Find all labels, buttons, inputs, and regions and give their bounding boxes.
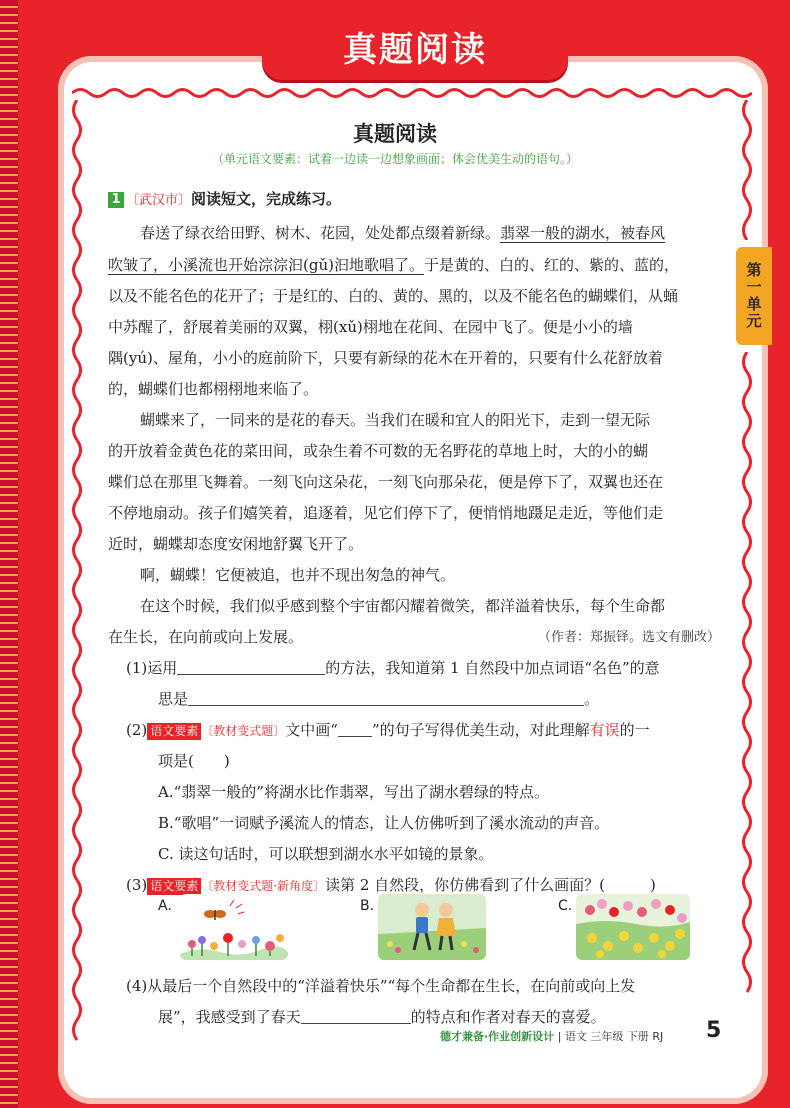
passage-text: 春送了绿衣给田野、树木、花园，处处都点缀着新绿。: [140, 224, 501, 242]
question-text: 读第 2 自然段，你仿佛看到了什么画面？( ): [325, 876, 656, 894]
passage-line: 以及不能名色的花开了；于是红的、白的、黄的、黑的，以及不能名色的蝴蝶们，从蛹: [108, 287, 679, 305]
question-type-tag: 〔教材变式题·新角度〕: [201, 879, 326, 893]
unit-side-tab-label: 第一单元: [744, 262, 763, 330]
picture-option-c-label: C.: [558, 898, 573, 914]
passage-line: 近时，蝴蝶却态度安闲地舒翼飞开了。: [108, 535, 364, 553]
top-wavy-border: [72, 86, 752, 100]
passage-line: 不停地扇动。孩子们嬉笑着，追逐着，见它们停下了，便悄悄地蹑足走近，等他们走: [108, 504, 664, 522]
passage-line: [108, 254, 679, 275]
subquestion-1-line-2: [158, 688, 599, 709]
question-text: 的方法，我知道第 1 自然段中加点词语“名色”的意: [325, 659, 660, 677]
language-element-tag: 语文要素: [147, 723, 201, 740]
question-instruction: 阅读短文，完成练习。: [191, 190, 342, 208]
subquestion-1: [126, 657, 660, 678]
question-type-tag: 〔教材变式题〕: [201, 724, 286, 738]
question-text: 的一: [619, 721, 650, 739]
passage-line: 中苏醒了，舒展着美丽的双翼，栩(xǔ)栩地在花间、在园中飞了。便是小小的墙: [108, 318, 633, 336]
passage-line: 蝴蝶来了，一同来的是花的春天。当我们在暖和宜人的阳光下，走到一望无际: [140, 411, 651, 429]
option-b[interactable]: B.“歌唱”一词赋予溪流人的情态，让人仿佛听到了溪水流动的声音。: [158, 814, 610, 832]
question-number-badge: 1: [108, 192, 124, 208]
passage-line: 隅(yú)、屋角，小小的庭前阶下，只要有新绿的花木在开着的，只要有什么花舒放着: [108, 349, 663, 367]
question-text: 的特点和作者对春天的喜爱。: [410, 1008, 606, 1026]
underlined-sentence: 吹皱了，小溪流也开始淙淙汩(gǔ)汩地歌唱了。: [108, 256, 424, 274]
option-a[interactable]: A.“翡翠一般的”将湖水比作翡翠，写出了湖水碧绿的特点。: [158, 783, 549, 801]
footer-brand: 德才兼备·作业创新设计: [440, 1030, 555, 1043]
question-1-header: [108, 188, 341, 209]
left-wavy-border: [70, 100, 84, 1050]
underline-sample: [338, 722, 372, 737]
subquestion-2-line-2: 项是( ): [158, 752, 230, 770]
subquestion-2: [126, 719, 650, 740]
question-number: (3): [126, 876, 148, 894]
passage-line: [108, 626, 720, 647]
author-credit: （作者：郑振铎。选文有删改）: [537, 630, 720, 645]
question-text: 思是: [158, 690, 189, 708]
underlined-sentence: 翡翠一般的湖水，被春风: [500, 224, 666, 242]
footer-book-info: | 语文 三年级 下册 RJ: [557, 1030, 664, 1043]
question-text: 文中画“: [285, 721, 338, 739]
passage-line: 在这个时候，我们似乎感到整个宇宙都闪耀着微笑，都洋溢着快乐，每个生命都: [140, 597, 666, 615]
subquestion-4-line-2: [158, 1006, 606, 1027]
language-element-tag: 语文要素: [147, 878, 201, 895]
page-number: 5: [706, 1018, 722, 1043]
passage-text: 于是黄的、白的、红的、紫的、蓝的，: [423, 256, 679, 274]
option-c[interactable]: C. 读这句话时，可以联想到湖水水平如镜的景象。: [158, 845, 494, 863]
picture-option-b-label: B.: [360, 898, 375, 914]
unit-side-tab: [736, 247, 772, 345]
subquestion-4: (4)从最后一个自然段中的“洋溢着快乐”“每个生命都在生长，在向前或向上发: [126, 977, 636, 995]
passage-line: 蝶们总在那里飞舞着。一刻飞向这朵花，一刻飞向那朵花，便是停下了，双翼也还在: [108, 473, 664, 491]
section-title: 真题阅读: [353, 122, 437, 146]
answer-blank[interactable]: [301, 1009, 411, 1024]
city-tag: 〔武汉市〕: [126, 193, 192, 208]
question-text: 展”，我感受到了春天: [158, 1008, 301, 1026]
picture-option-a[interactable]: [180, 894, 288, 960]
section-subtitle: （单元语文要素：试着一边读一边想象画面；体会优美生动的语句。）: [211, 152, 578, 166]
answer-blank[interactable]: [177, 660, 325, 675]
right-wavy-border-lower: [740, 352, 754, 1002]
subquestion-3: [126, 874, 656, 895]
question-text: 。: [584, 690, 600, 708]
picture-option-a-label: A.: [158, 898, 172, 914]
emphasis-text: 有误: [589, 721, 620, 739]
question-text: (1)运用: [126, 659, 178, 677]
picture-option-b[interactable]: [378, 894, 486, 960]
question-number: (2): [126, 721, 148, 739]
passage-line: 的，蝴蝶们也都栩栩地来临了。: [108, 380, 319, 398]
question-text: ”的句子写得优美生动，对此理解: [371, 721, 590, 739]
passage-line: [140, 222, 665, 243]
picture-option-c[interactable]: [576, 894, 690, 960]
answer-blank[interactable]: [188, 691, 584, 706]
banner-title: 真题阅读: [343, 29, 487, 70]
passage-text: 在生长，在向前或向上发展。: [108, 628, 304, 646]
passage-line: 的开放着金黄色花的菜田间，或杂生着不可数的无名野花的草地上时，大的小的蝴: [108, 442, 649, 460]
header-banner: [262, 12, 568, 80]
footer-info: [440, 1028, 663, 1044]
passage-line: 啊，蝴蝶！它便被追，也并不现出匆急的神气。: [140, 566, 456, 584]
